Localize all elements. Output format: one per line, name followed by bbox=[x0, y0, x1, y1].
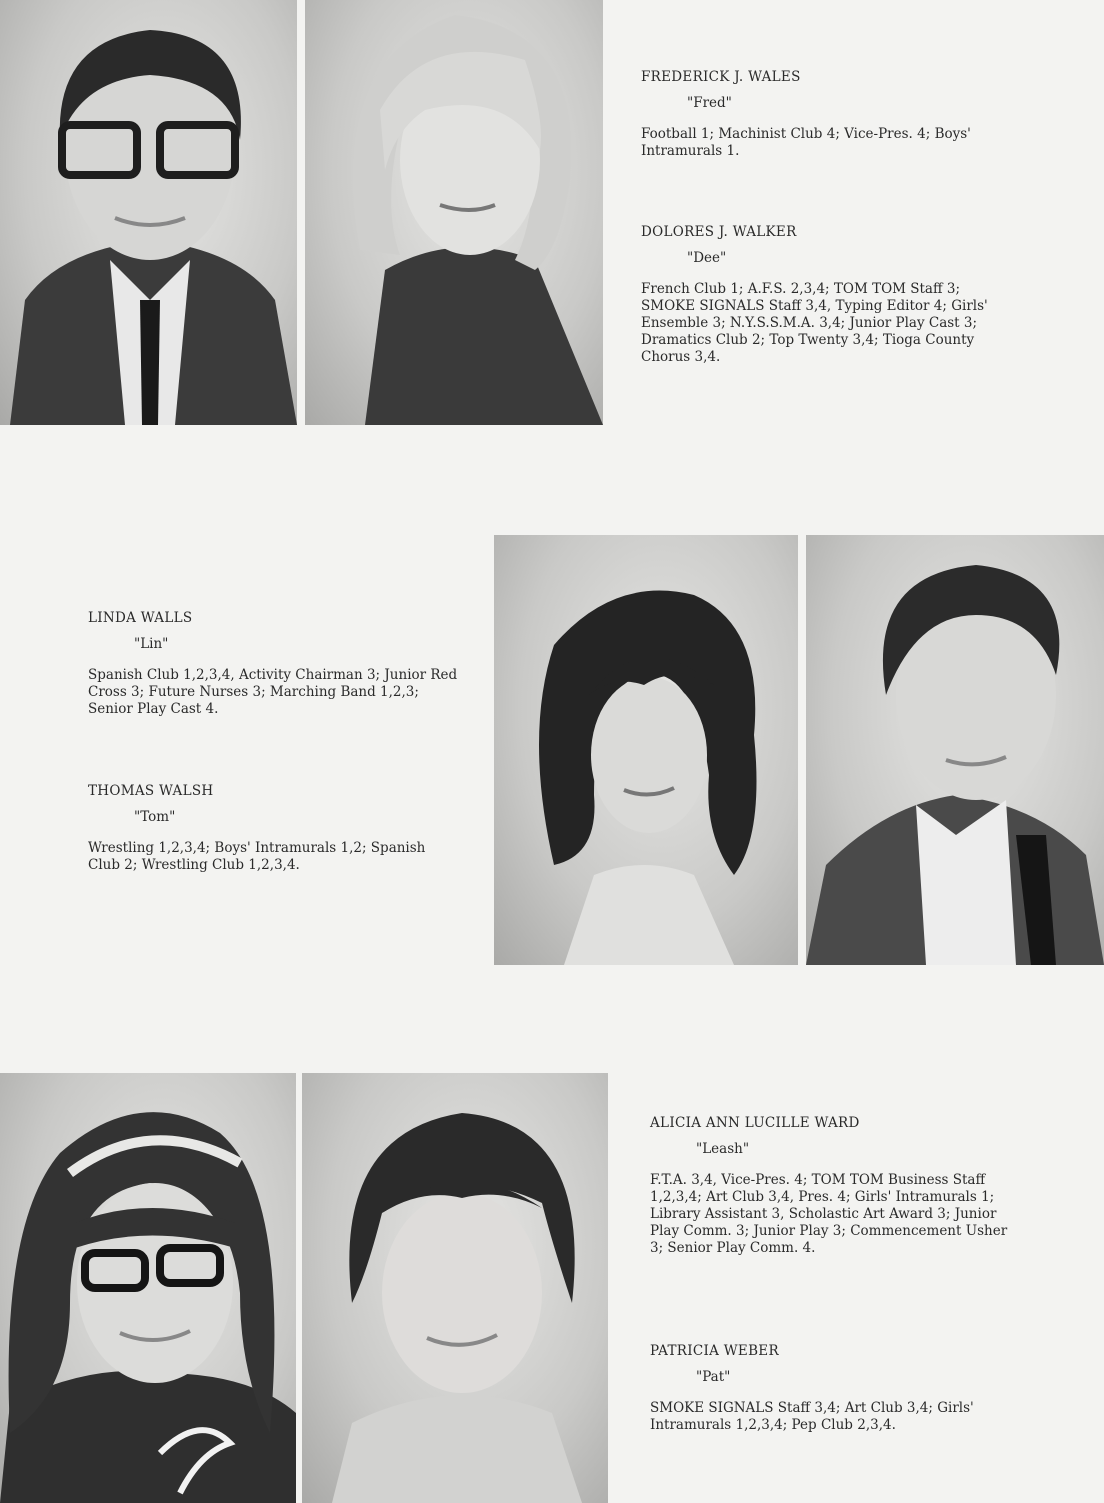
student-name: ALICIA ANN LUCILLE WARD bbox=[650, 1115, 860, 1131]
student-nickname: "Lin" bbox=[134, 636, 169, 652]
portrait-linda-walls bbox=[494, 535, 798, 965]
student-name: PATRICIA WEBER bbox=[650, 1343, 779, 1359]
student-nickname: "Pat" bbox=[696, 1369, 731, 1385]
bio-patricia-weber bbox=[650, 1343, 1022, 1434]
student-nickname: "Tom" bbox=[134, 809, 176, 825]
student-nickname: "Fred" bbox=[687, 95, 732, 111]
student-activities: Wrestling 1,2,3,4; Boys' Intramurals 1,2; Spanish Club 2; Wrestling Club 1,2,3,4. bbox=[88, 840, 426, 873]
bio-alicia-ward bbox=[650, 1115, 1022, 1257]
bio-frederick-wales bbox=[641, 69, 1013, 160]
bio-linda-walls bbox=[88, 610, 460, 718]
portrait-dolores-walker bbox=[305, 0, 603, 425]
student-name: FREDERICK J. WALES bbox=[641, 69, 801, 85]
student-activities: Football 1; Machinist Club 4; Vice-Pres. 4; Boys' Intramurals 1. bbox=[641, 126, 971, 159]
student-activities: French Club 1; A.F.S. 2,3,4; TOM TOM Staff 3; SMOKE SIGNALS Staff 3,4, Typing Editor 4; Girls' Ensemble 3; N.Y.S.S.M.A. 3,4; Junior Play Cast 3; Dramatics Club 2; Top Twenty 3,4; Tioga County Chorus 3,4. bbox=[641, 281, 988, 365]
student-activities: Spanish Club 1,2,3,4, Activity Chairman 3; Junior Red Cross 3; Future Nurses 3; Marching Band 1,2,3; Senior Play Cast 4. bbox=[88, 667, 458, 717]
portrait-alicia-ward bbox=[0, 1073, 296, 1503]
portrait-frederick-wales bbox=[0, 0, 297, 425]
portrait-thomas-walsh bbox=[806, 535, 1104, 965]
student-activities: SMOKE SIGNALS Staff 3,4; Art Club 3,4; Girls' Intramurals 1,2,3,4; Pep Club 2,3,4. bbox=[650, 1400, 974, 1433]
bio-thomas-walsh bbox=[88, 783, 460, 874]
student-name: THOMAS WALSH bbox=[88, 783, 214, 799]
portrait-patricia-weber bbox=[302, 1073, 608, 1503]
student-nickname: "Dee" bbox=[687, 250, 727, 266]
student-name: DOLORES J. WALKER bbox=[641, 224, 797, 240]
student-activities: F.T.A. 3,4, Vice-Pres. 4; TOM TOM Business Staff 1,2,3,4; Art Club 3,4, Pres. 4; Girls' Intramurals 1; Library Assistant 3, Scholastic Art Award 3; Junior Play Comm. 3; Junior Play 3; Commencement Usher 3; Senior Play Comm. 4. bbox=[650, 1172, 1008, 1256]
student-nickname: "Leash" bbox=[696, 1141, 750, 1157]
student-name: LINDA WALLS bbox=[88, 610, 193, 626]
bio-dolores-walker bbox=[641, 224, 1013, 366]
